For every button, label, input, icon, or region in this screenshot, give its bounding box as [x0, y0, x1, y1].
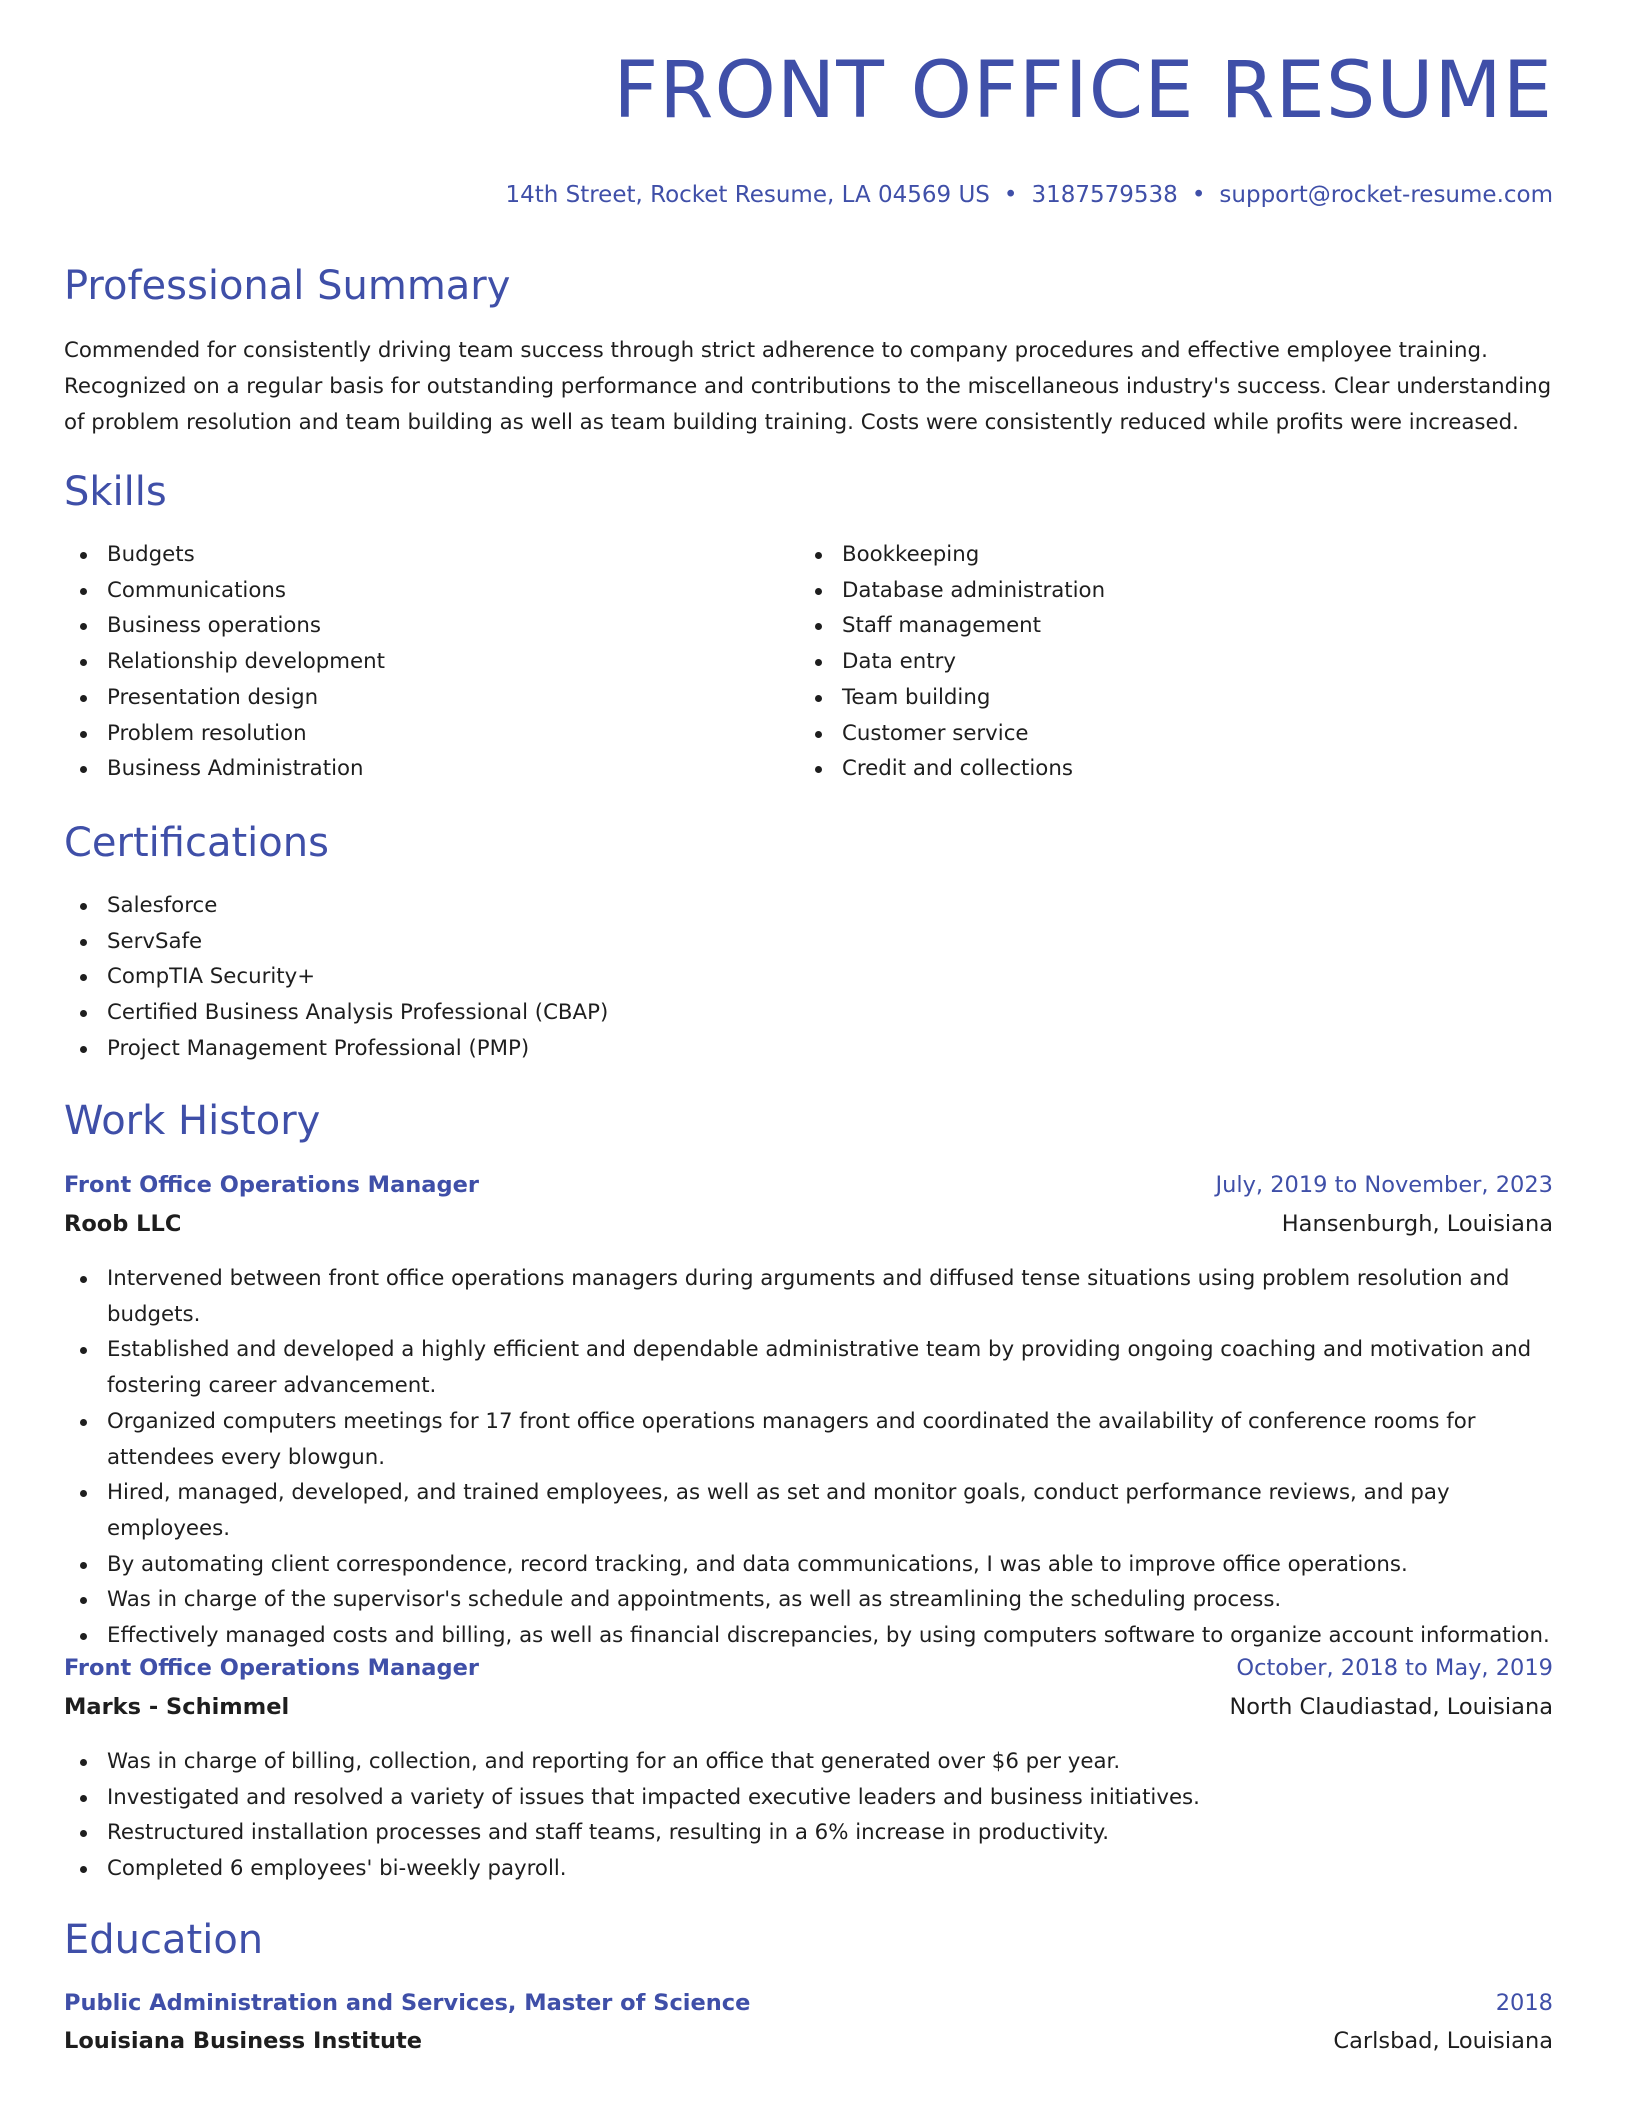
contact-email[interactable]: support@rocket-resume.com: [1219, 182, 1553, 208]
list-item: By automating client correspondence, record tracking, and data communications, I was able to improve office operations.: [64, 1547, 1553, 1583]
job-company: Marks - Schimmel: [64, 1694, 290, 1720]
list-item: CompTIA Security+: [64, 959, 608, 995]
job-title: Front Office Operations Manager: [64, 1655, 479, 1681]
list-item: Completed 6 employees' bi-weekly payroll.: [64, 1851, 1553, 1887]
list-item: Established and developed a highly efficient and dependable administrative team by providing ongoing coaching and motivation and fostering career advancement.: [64, 1332, 1553, 1403]
job-location: North Claudiastad, Louisiana: [1229, 1694, 1553, 1720]
job-company: Roob LLC: [64, 1211, 182, 1237]
list-item: Was in charge of the supervisor's schedule and appointments, as well as streamlining the scheduling process.: [64, 1582, 1553, 1618]
list-item: Customer service: [799, 716, 1105, 752]
list-item: Data entry: [799, 644, 1105, 680]
job-bullets: [64, 1744, 1553, 1887]
list-item: Team building: [799, 680, 1105, 716]
section-heading-work-history: Work History: [64, 1098, 321, 1144]
certifications-list: [64, 888, 608, 1067]
list-item: Communications: [64, 573, 385, 609]
education-year: 2018: [1495, 1990, 1553, 2016]
list-item: Effectively managed costs and billing, as well as financial discrepancies, by using computers software to organize account information.: [64, 1618, 1553, 1654]
list-item: Restructured installation processes and staff teams, resulting in a 6% increase in productivity.: [64, 1815, 1553, 1851]
list-item: Project Management Professional (PMP): [64, 1031, 608, 1067]
list-item: Credit and collections: [799, 751, 1105, 787]
list-item: Salesforce: [64, 888, 608, 924]
list-item: Hired, managed, developed, and trained employees, as well as set and monitor goals, conduct performance reviews, and pay employees.: [64, 1475, 1553, 1546]
section-heading-skills: Skills: [64, 469, 167, 515]
list-item: Organized computers meetings for 17 front office operations managers and coordinated the availability of conference rooms for attendees every blowgun.: [64, 1404, 1553, 1475]
list-item: Presentation design: [64, 680, 385, 716]
list-item: Certified Business Analysis Professional (CBAP): [64, 995, 608, 1031]
list-item: Bookkeeping: [799, 537, 1105, 573]
summary-text: Commended for consistently driving team success through strict adherence to company procedures and effective employee training. Recognized on a regular basis for outstanding performance and contributions to the miscellaneous industry's success. Clear understanding of problem resolution and team building as well as team building training. Costs were consistently reduced while profits were increased.: [64, 338, 1552, 435]
skills-list-right: [799, 537, 1105, 787]
section-heading-education: Education: [64, 1917, 264, 1963]
job-title: Front Office Operations Manager: [64, 1172, 479, 1198]
section-heading-summary: Professional Summary: [64, 263, 511, 309]
list-item: Business operations: [64, 608, 385, 644]
list-item: Relationship development: [64, 644, 385, 680]
education-location: Carlsbad, Louisiana: [1333, 2028, 1553, 2054]
list-item: Business Administration: [64, 751, 385, 787]
list-item: Budgets: [64, 537, 385, 573]
job-bullets: [64, 1261, 1553, 1654]
skills-list-left: [64, 537, 385, 787]
resume-title: FRONT OFFICE RESUME: [613, 46, 1553, 136]
education-school: Louisiana Business Institute: [64, 2028, 423, 2054]
contact-separator: •: [1191, 182, 1206, 208]
contact-separator: •: [1003, 182, 1018, 208]
list-item: Database administration: [799, 573, 1105, 609]
list-item: Problem resolution: [64, 716, 385, 752]
job-dates: October, 2018 to May, 2019: [1236, 1655, 1553, 1681]
list-item: Intervened between front office operations managers during arguments and diffused tense situations using problem resolution and budgets.: [64, 1261, 1553, 1332]
job-location: Hansenburgh, Louisiana: [1281, 1211, 1553, 1237]
list-item: Investigated and resolved a variety of issues that impacted executive leaders and business initiatives.: [64, 1780, 1553, 1816]
list-item: Was in charge of billing, collection, and reporting for an office that generated over $6 per year.: [64, 1744, 1553, 1780]
education-degree: Public Administration and Services, Master of Science: [64, 1990, 751, 2016]
contact-line: [505, 182, 1553, 208]
contact-phone: 3187579538: [1031, 182, 1178, 208]
job-dates: July, 2019 to November, 2023: [1215, 1172, 1553, 1198]
list-item: ServSafe: [64, 924, 608, 960]
contact-address: 14th Street, Rocket Resume, LA 04569 US: [505, 182, 990, 208]
section-heading-certifications: Certifications: [64, 820, 329, 866]
list-item: Staff management: [799, 608, 1105, 644]
